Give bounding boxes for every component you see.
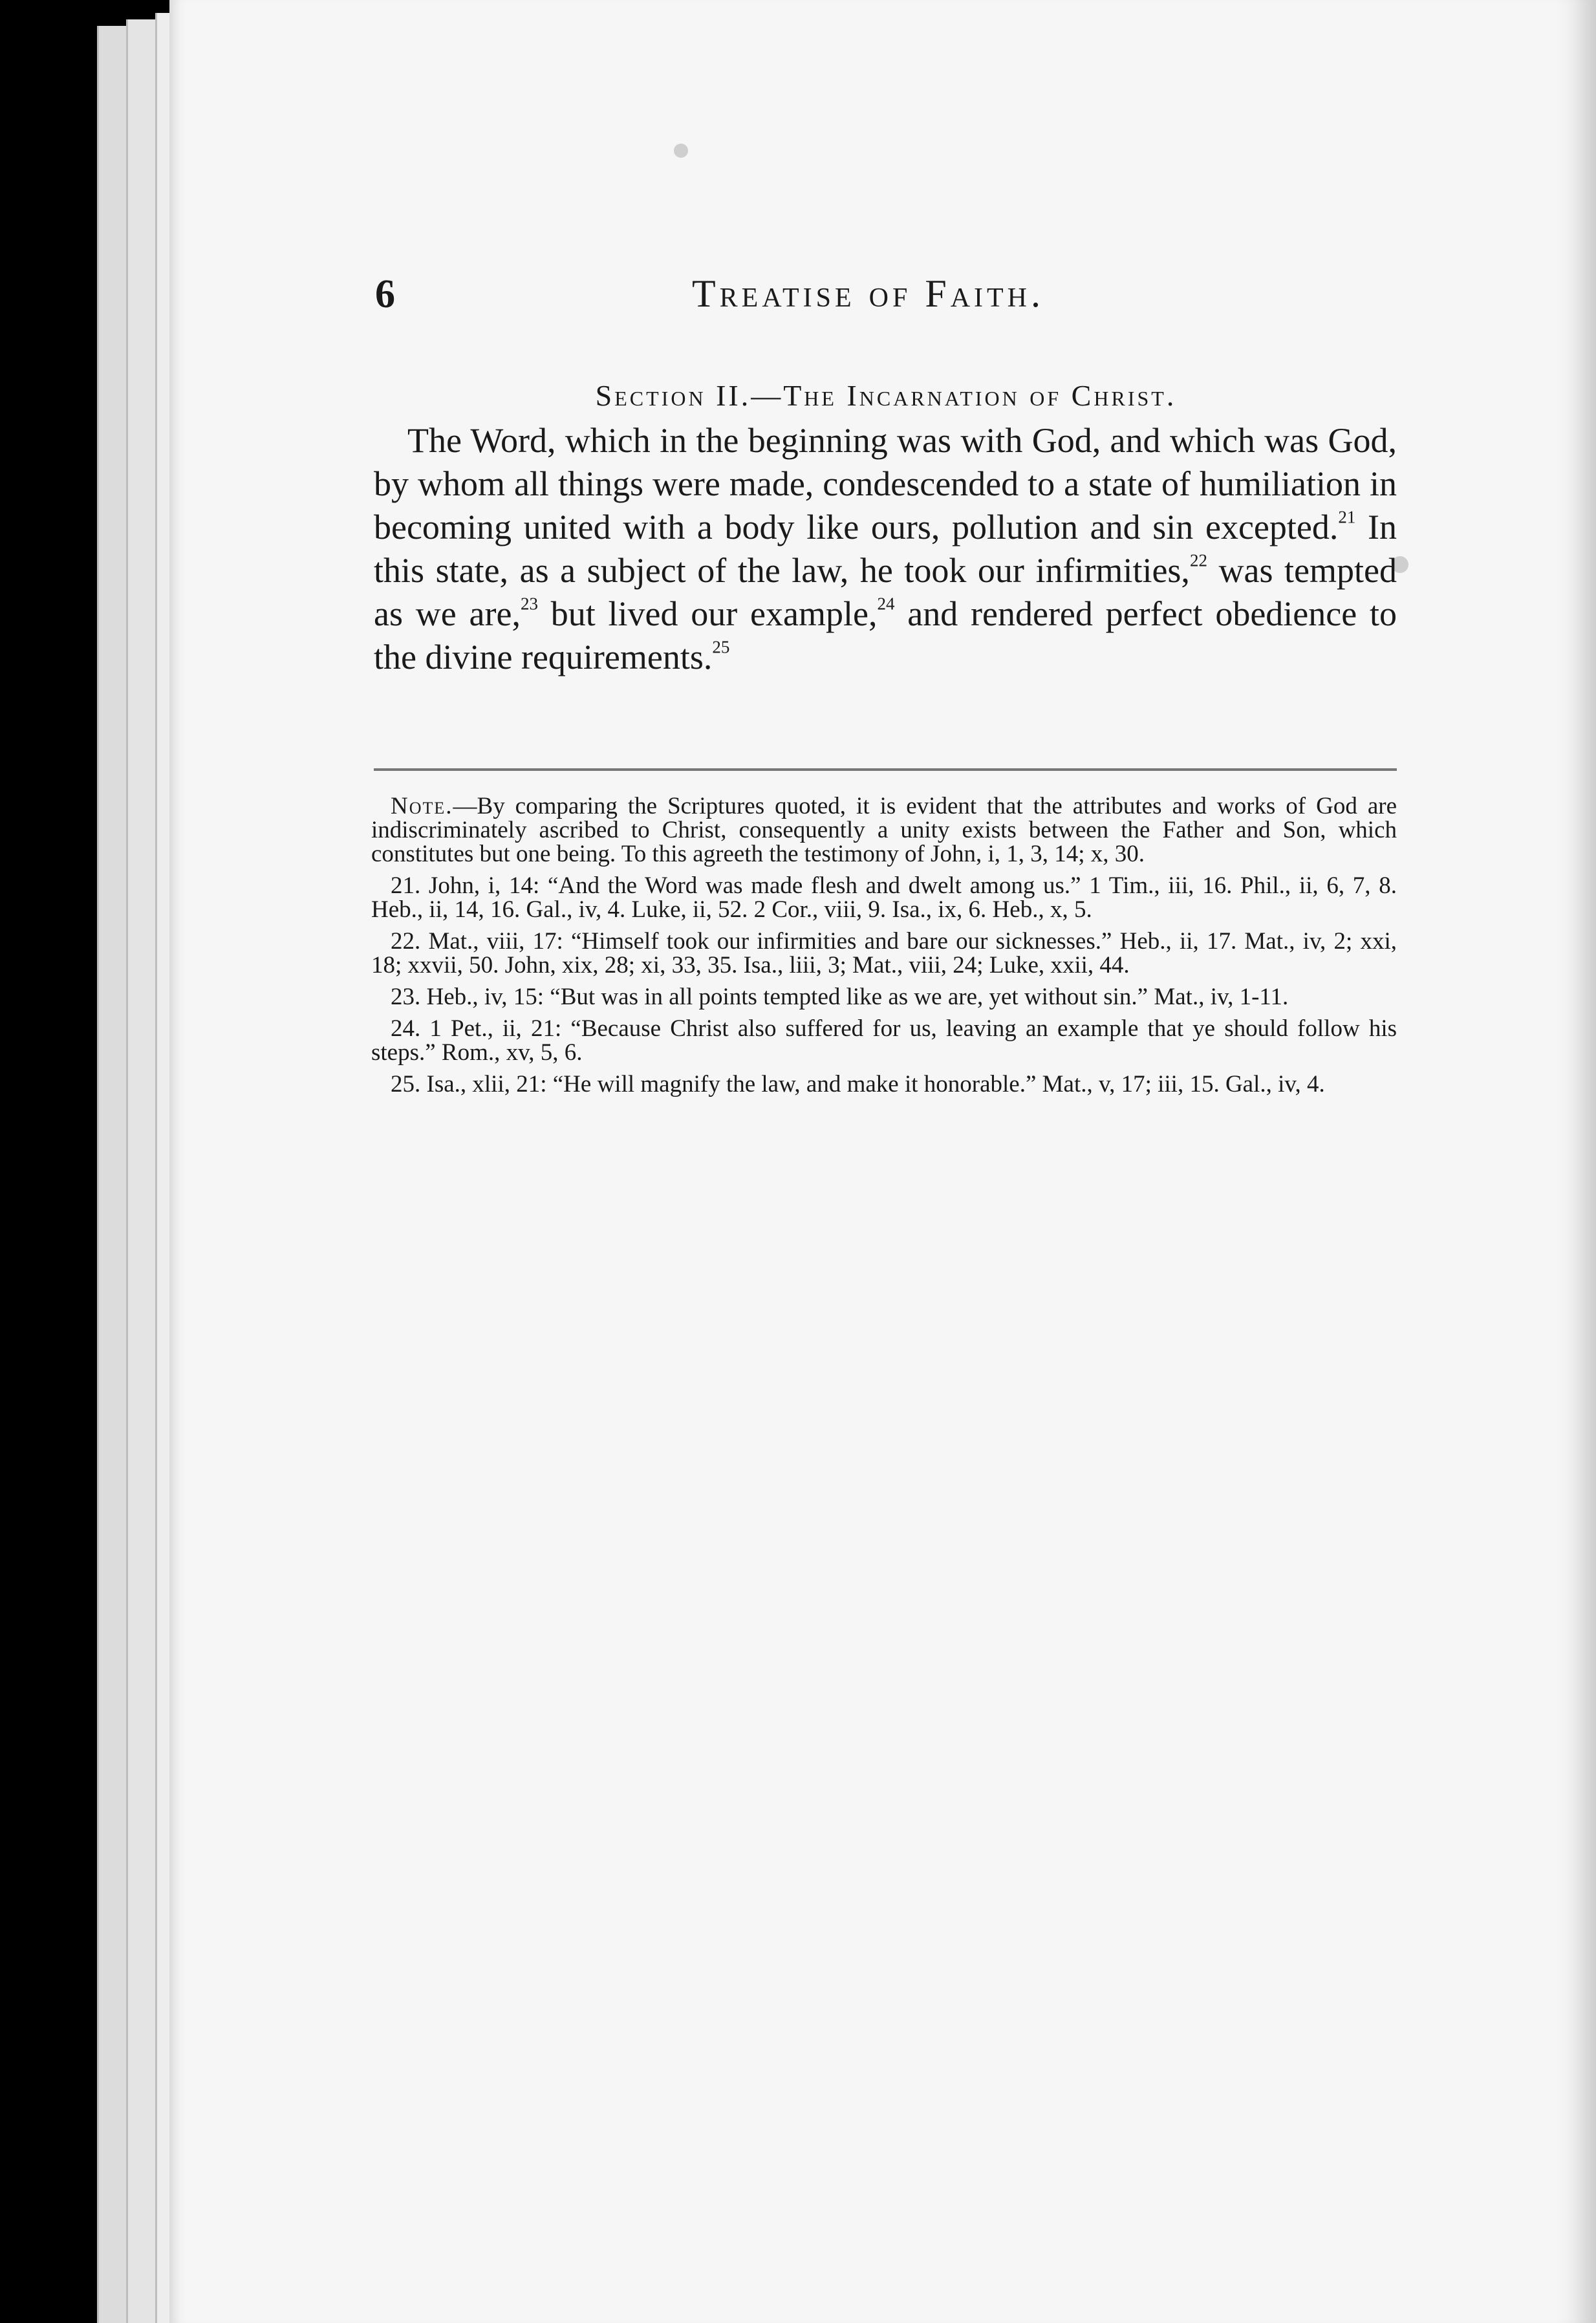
footnote-ref: 23 <box>520 594 538 614</box>
page-number: 6 <box>375 272 395 316</box>
footnote-25: 25. Isa., xlii, 21: “He will magnify the law, and make it honorable.” Mat., v, 17; iii, 15. Gal., iv, 4. <box>391 1071 1325 1097</box>
footnotes <box>371 794 1397 1104</box>
footnote-21: 21. John, i, 14: “And the Word was made flesh and dwelt among us.” 1 Tim., iii, 16. Phil., ii, 6, 7, 8. Heb., ii, 14, 16. Gal., iv, 4. Luke, ii, 52. 2 Cor., viii, 9. Isa., ix, 6. Heb., x, 5. <box>371 872 1397 923</box>
footnote-22: 22. Mat., viii, 17: “Himself took our infirmities and bare our sicknesses.” Heb., ii, 17. Mat., iv, 2; xxi, 18; xxvii, 50. John, xix, 28; xi, 33, 35. Isa., liii, 3; Mat., viii, 24; Luke, xxii, 44. <box>371 928 1397 978</box>
body-paragraph <box>374 419 1397 679</box>
footnote-ref: 25 <box>712 637 730 657</box>
footnote-23: 23. Heb., iv, 15: “But was in all points tempted like as we are, yet without sin.” Mat., iv, 1-11. <box>391 984 1289 1010</box>
body-text: and rendered perfect obedience to the divine requirements. <box>374 594 1397 676</box>
footnote-24: 24. 1 Pet., ii, 21: “Because Christ also suffered for us, leaving an example that ye should follow his steps.” Rom., xv, 5, 6. <box>371 1015 1397 1066</box>
section-heading: Section II.—The Incarnation of Christ. <box>595 379 1177 412</box>
scan-speck <box>674 144 688 158</box>
body-text: The Word, which in the beginning was with God, and which was God, by whom all things were made, condescended to a state of humiliation in becoming united with a body like ours, pollution and sin excepted. <box>374 421 1397 546</box>
body-text: but lived our example, <box>537 594 878 633</box>
footnote-divider <box>374 768 1397 771</box>
note-text: —By comparing the Scriptures quoted, it is evident that the attributes and works of God are indiscriminately ascribed to Christ, consequently a unity exists between the Father and Son, which constitutes but one being. To this agreeth the testimony of John, i, 1, 3, 14; x, 30. <box>371 793 1397 867</box>
footnote-ref: 24 <box>877 594 895 614</box>
body-text: In this state, as a subject of the law, he took our infirmities, <box>374 508 1397 590</box>
scanned-page <box>169 0 1596 2323</box>
footnote-ref: 22 <box>1189 550 1207 570</box>
running-title: Treatise of Faith. <box>692 272 1045 315</box>
note <box>371 794 1397 866</box>
body-text: was tempted as we are, <box>374 551 1397 633</box>
note-label: Note. <box>391 793 453 819</box>
footnote-ref: 21 <box>1338 507 1356 527</box>
page-header <box>375 272 1410 330</box>
